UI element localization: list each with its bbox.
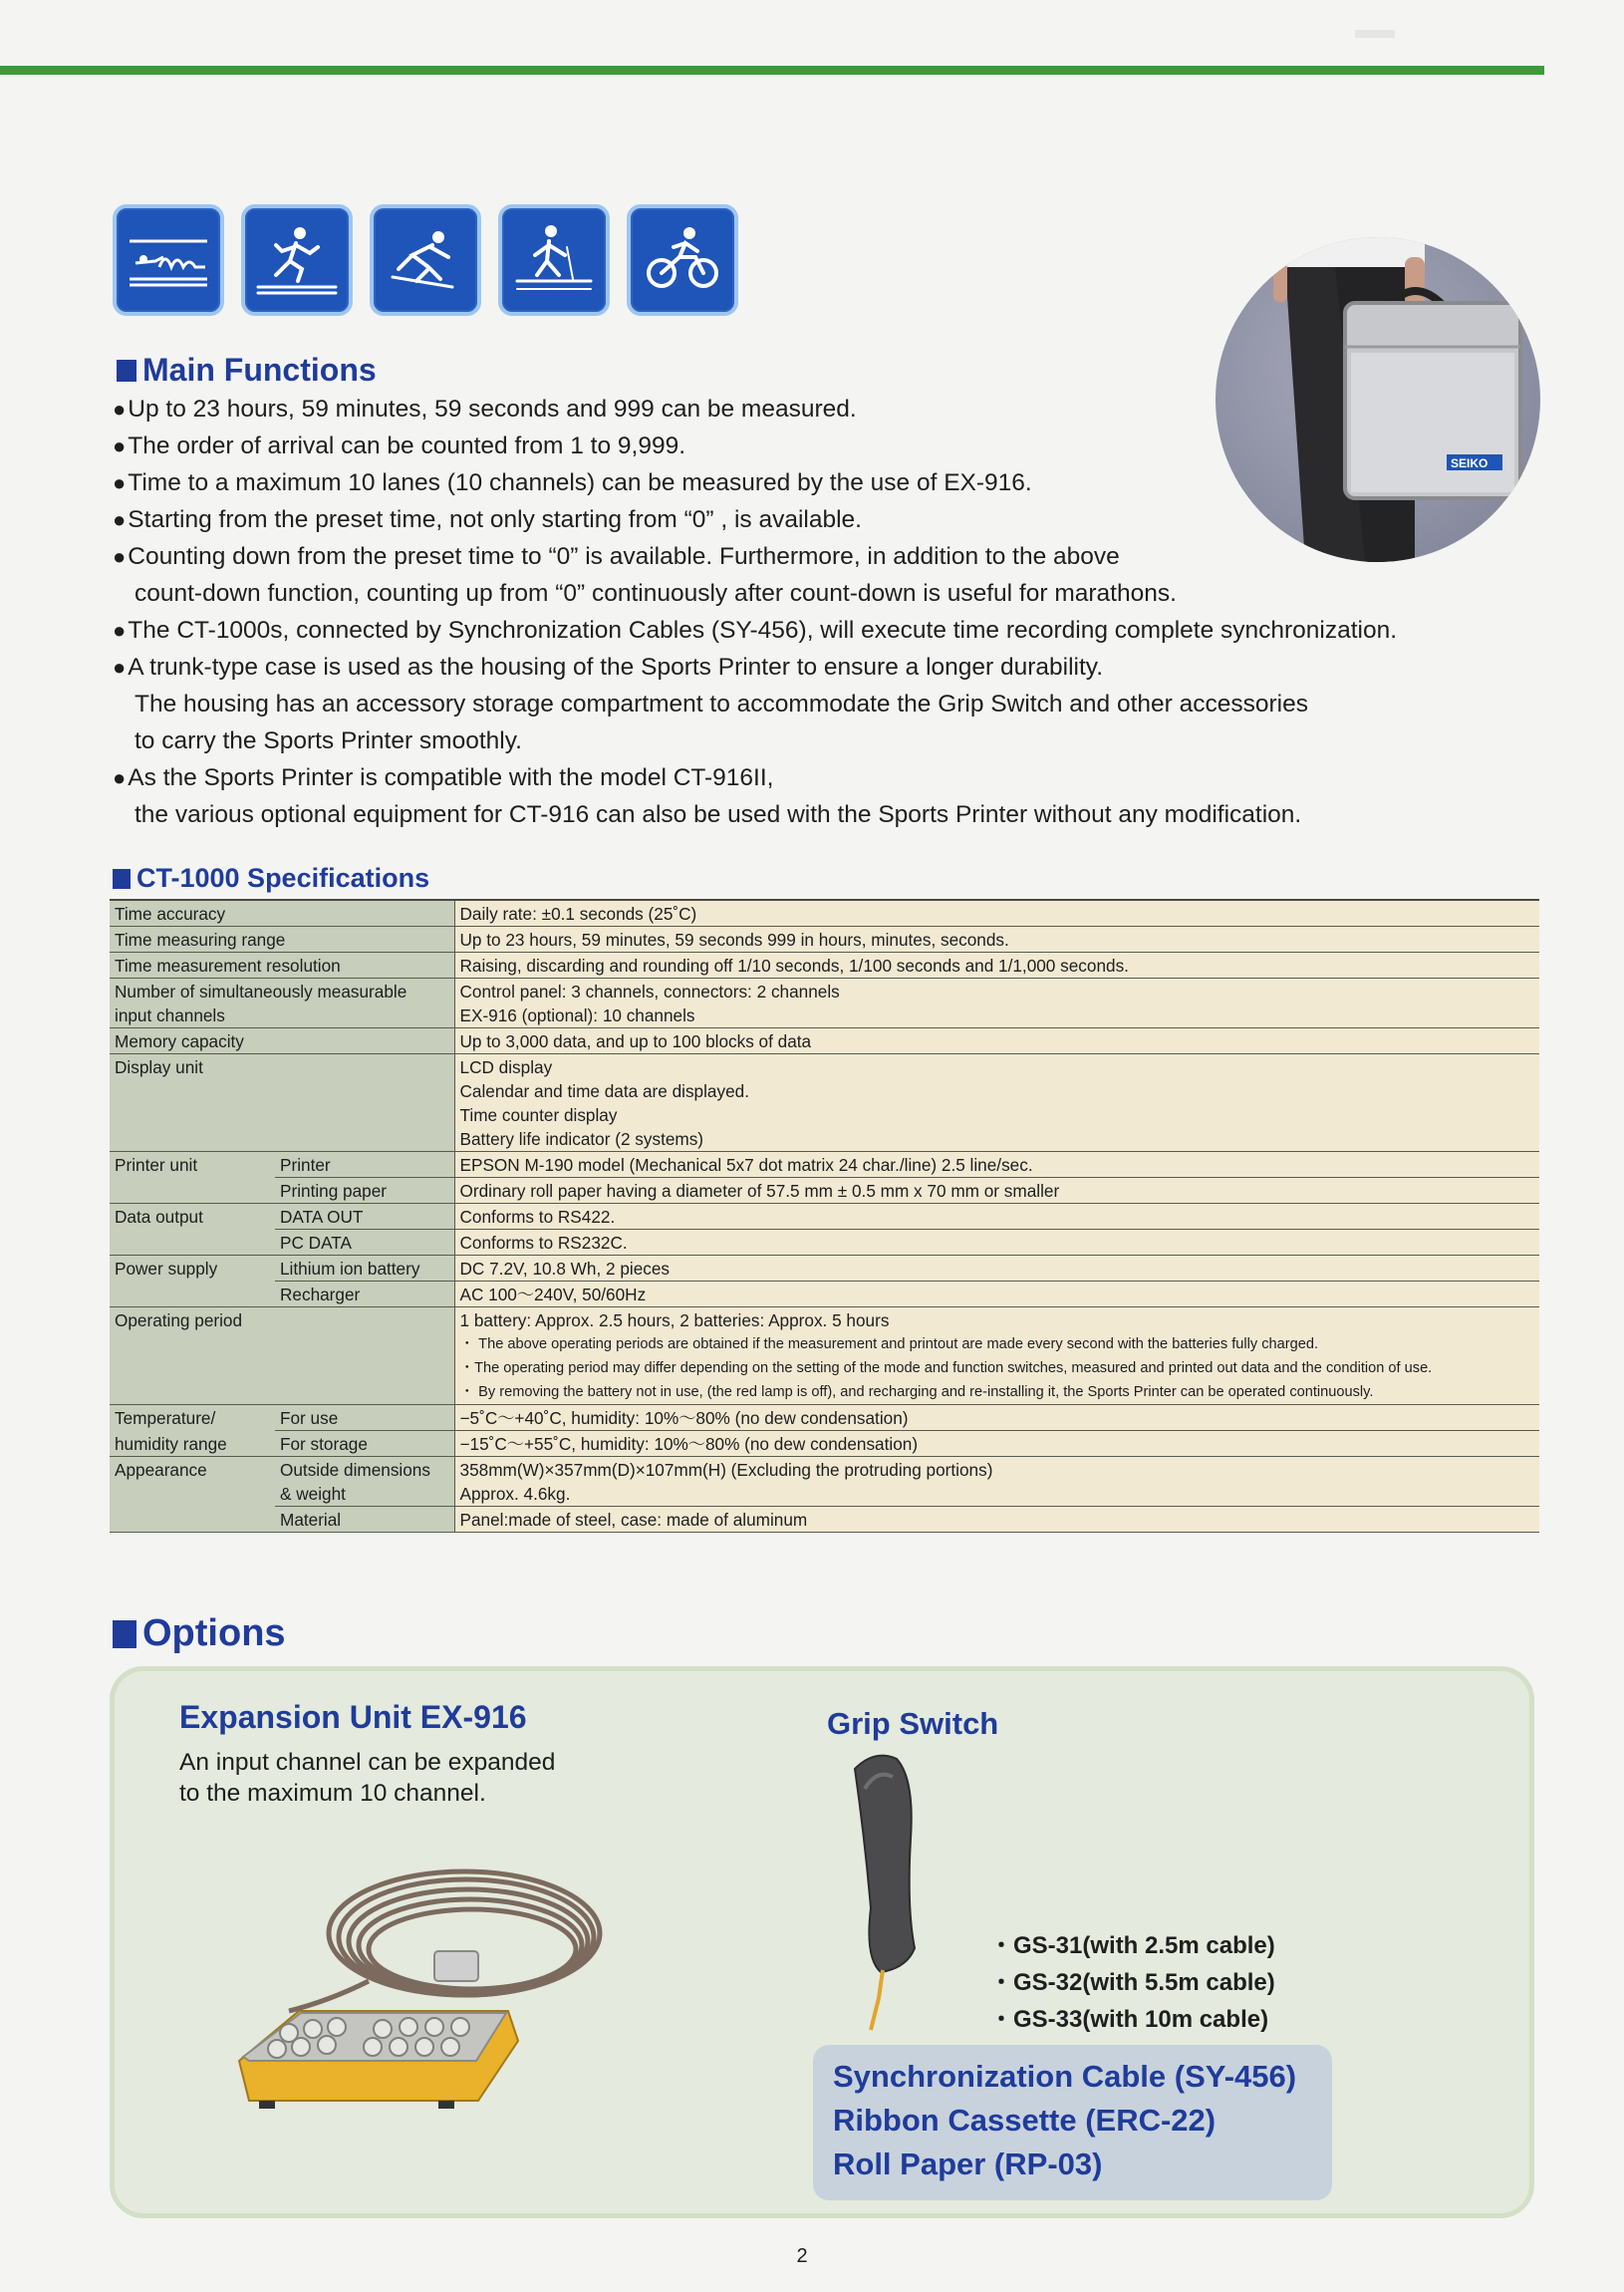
top-green-rule: [0, 66, 1544, 75]
heading-square-bullet: [113, 1620, 136, 1648]
spec-sublabel: Material: [275, 1507, 454, 1533]
spec-value: Daily rate: ±0.1 seconds (25˚C): [454, 900, 1539, 927]
spec-sublabel: PC DATA: [275, 1230, 454, 1256]
table-row: [110, 1256, 1539, 1282]
spec-label: humidity range: [110, 1431, 275, 1457]
spec-value: Raising, discarding and rounding off 1/10 seconds, 1/100 seconds and 1/1,000 seconds.: [454, 953, 1539, 979]
spec-value: −5˚C～+40˚C, humidity: 10%～80% (no dew condensation): [454, 1405, 1539, 1431]
swimming-icon: [113, 204, 224, 316]
running-icon: [241, 204, 353, 316]
spec-label: Display unit: [110, 1054, 454, 1152]
options-heading-text: Options: [142, 1612, 286, 1654]
expansion-unit-image: [219, 1862, 658, 2160]
table-row: [110, 1230, 1539, 1256]
function-item: ●Time to a maximum 10 lanes (10 channels) can be measured by the use of EX-916.: [113, 469, 1032, 496]
main-functions-heading-text: Main Functions: [142, 352, 377, 388]
spec-sublabel: Outside dimensions & weight: [275, 1457, 454, 1507]
spec-value: LCD display Calendar and time data are displayed. Time counter display Battery life indicator (2 systems): [454, 1054, 1539, 1152]
accessories-box: [813, 2045, 1332, 2200]
accessory-ribbon-cassette: Ribbon Cassette (ERC-22): [833, 2103, 1217, 2138]
expansion-unit-title: Expansion Unit EX-916: [179, 1699, 527, 1735]
bullet-dot-icon: ●: [113, 618, 127, 643]
table-row: [110, 1204, 1539, 1230]
expansion-unit-description: An input channel can be expanded to the maximum 10 channel.: [179, 1749, 556, 1807]
spec-label: Time measurement resolution: [110, 953, 454, 979]
spec-label-empty: [110, 1178, 275, 1204]
spec-sublabel: For use: [275, 1405, 454, 1431]
spec-value: Up to 3,000 data, and up to 100 blocks of data: [454, 1028, 1539, 1054]
spec-label-empty: [110, 1230, 275, 1256]
spec-value: Panel:made of steel, case: made of aluminum: [454, 1507, 1539, 1533]
spec-label: Number of simultaneously measurable input channels: [110, 979, 454, 1028]
page-tab-mark: [1355, 30, 1395, 38]
list-item: ・GS-33(with 10m cable): [989, 2006, 1269, 2033]
function-item: ●Up to 23 hours, 59 minutes, 59 seconds and 999 can be measured.: [113, 396, 857, 423]
spec-label: Time accuracy: [110, 900, 454, 927]
cross-country-skiing-icon: [498, 204, 610, 316]
spec-sublabel: For storage: [275, 1431, 454, 1457]
grip-switch-image: [835, 1749, 954, 2038]
accessory-sync-cable: Synchronization Cable (SY-456): [833, 2059, 1297, 2094]
spec-value: EPSON M-190 model (Mechanical 5x7 dot matrix 24 char./line) 2.5 line/sec.: [454, 1152, 1539, 1178]
function-item: ●As the Sports Printer is compatible with the model CT-916II, the various optional equipment for CT-916 can also be used with the Sports Printer without any modification.: [113, 764, 1302, 828]
specifications-heading: [113, 863, 429, 894]
function-item: ●The CT-1000s, connected by Synchronization Cables (SY-456), will execute time recording complete synchronization.: [113, 617, 1398, 644]
table-row: [110, 1431, 1539, 1457]
bullet-dot-icon: ●: [113, 765, 127, 790]
spec-label: Appearance: [110, 1457, 275, 1507]
spec-label-empty: [110, 1282, 275, 1307]
spec-sublabel: Printing paper: [275, 1178, 454, 1204]
grip-switch-models: [989, 1927, 1275, 2038]
page-number: 2: [796, 2245, 808, 2267]
list-item: ・GS-31(with 2.5m cable): [989, 1932, 1275, 1959]
spec-value: 358mm(W)×357mm(D)×107mm(H) (Excluding the protruding portions) Approx. 4.6kg.: [454, 1457, 1539, 1507]
spec-value: DC 7.2V, 10.8 Wh, 2 pieces: [454, 1256, 1539, 1282]
main-functions-list: [113, 391, 1557, 833]
function-item: ●Starting from the preset time, not only starting from “0” , is available.: [113, 506, 862, 533]
spec-label: Data output: [110, 1204, 275, 1230]
bullet-dot-icon: ●: [113, 433, 127, 458]
spec-value: Control panel: 3 channels, connectors: 2 channels EX-916 (optional): 10 channels: [454, 979, 1539, 1028]
table-row: [110, 1457, 1539, 1507]
function-item: ●Counting down from the preset time to “0” is available. Furthermore, in addition to the above count-down function, counting up from “0” continuously after count-down is useful for marathons.: [113, 543, 1177, 607]
main-functions-heading: [117, 352, 377, 389]
bullet-dot-icon: ●: [113, 507, 127, 532]
cycling-icon: [627, 204, 738, 316]
function-item: ●A trunk-type case is used as the housing of the Sports Printer to ensure a longer durability. The housing has an accessory storage compartment to accommodate the Grip Switch and other accessories to carry the Sports Printer smoothly.: [113, 654, 1308, 754]
bullet-dot-icon: ●: [113, 470, 127, 495]
heading-square-bullet: [117, 360, 136, 382]
spec-value: 1 battery: Approx. 2.5 hours, 2 batteries: Approx. 5 hours ・ The above operating periods are obtained if the measurement and printout are made every second with the batteries fully charged. ・The operating period may differ depending on the setting of the mode and function switches, measured and printed out data and the condition of use. ・ By removing the battery not in use, (the red lamp is off), and recharging and re-installing it, the Sports Printer can be operated continuously.: [454, 1307, 1539, 1405]
grip-switch-title: Grip Switch: [827, 1706, 999, 1741]
spec-value: Up to 23 hours, 59 minutes, 59 seconds 999 in hours, minutes, seconds.: [454, 927, 1539, 953]
table-row: [110, 927, 1539, 953]
specifications-heading-text: CT-1000 Specifications: [136, 863, 430, 893]
spec-sublabel: DATA OUT: [275, 1204, 454, 1230]
accessory-roll-paper: Roll Paper (RP-03): [833, 2147, 1103, 2181]
spec-label: Power supply: [110, 1256, 275, 1282]
specifications-table: [110, 899, 1539, 1533]
spec-value: AC 100～240V, 50/60Hz: [454, 1282, 1539, 1307]
skiing-icon: [370, 204, 481, 316]
bullet-dot-icon: ●: [113, 544, 127, 569]
list-item: ・GS-32(with 5.5m cable): [989, 1969, 1275, 1996]
spec-label-empty: [110, 1507, 275, 1533]
bullet-dot-icon: ●: [113, 655, 127, 680]
table-row: [110, 1282, 1539, 1307]
spec-value: Conforms to RS232C.: [454, 1230, 1539, 1256]
spec-value: Ordinary roll paper having a diameter of 57.5 mm ± 0.5 mm x 70 mm or smaller: [454, 1178, 1539, 1204]
spec-label: Memory capacity: [110, 1028, 454, 1054]
heading-square-bullet: [113, 869, 131, 889]
spec-sublabel: Printer: [275, 1152, 454, 1178]
spec-label: Operating period: [110, 1307, 454, 1405]
table-row: [110, 1178, 1539, 1204]
table-row: [110, 1307, 1539, 1405]
table-row: [110, 900, 1539, 927]
table-row: [110, 979, 1539, 1028]
spec-sublabel: Lithium ion battery: [275, 1256, 454, 1282]
table-row: [110, 1507, 1539, 1533]
spec-label: Time measuring range: [110, 927, 454, 953]
table-row: [110, 1405, 1539, 1431]
spec-label: Temperature/: [110, 1405, 275, 1431]
sport-icons: [113, 204, 738, 316]
options-heading: [113, 1612, 286, 1655]
table-row: [110, 1054, 1539, 1152]
bullet-dot-icon: ●: [113, 397, 127, 422]
spec-value: −15˚C～+55˚C, humidity: 10%～80% (no dew condensation): [454, 1431, 1539, 1457]
spec-label: Printer unit: [110, 1152, 275, 1178]
table-row: [110, 1028, 1539, 1054]
table-row: [110, 1152, 1539, 1178]
table-row: [110, 953, 1539, 979]
case-brand-label: SEIKO: [1451, 456, 1489, 470]
function-item: ●The order of arrival can be counted from 1 to 9,999.: [113, 432, 686, 459]
spec-sublabel: Recharger: [275, 1282, 454, 1307]
spec-value: Conforms to RS422.: [454, 1204, 1539, 1230]
